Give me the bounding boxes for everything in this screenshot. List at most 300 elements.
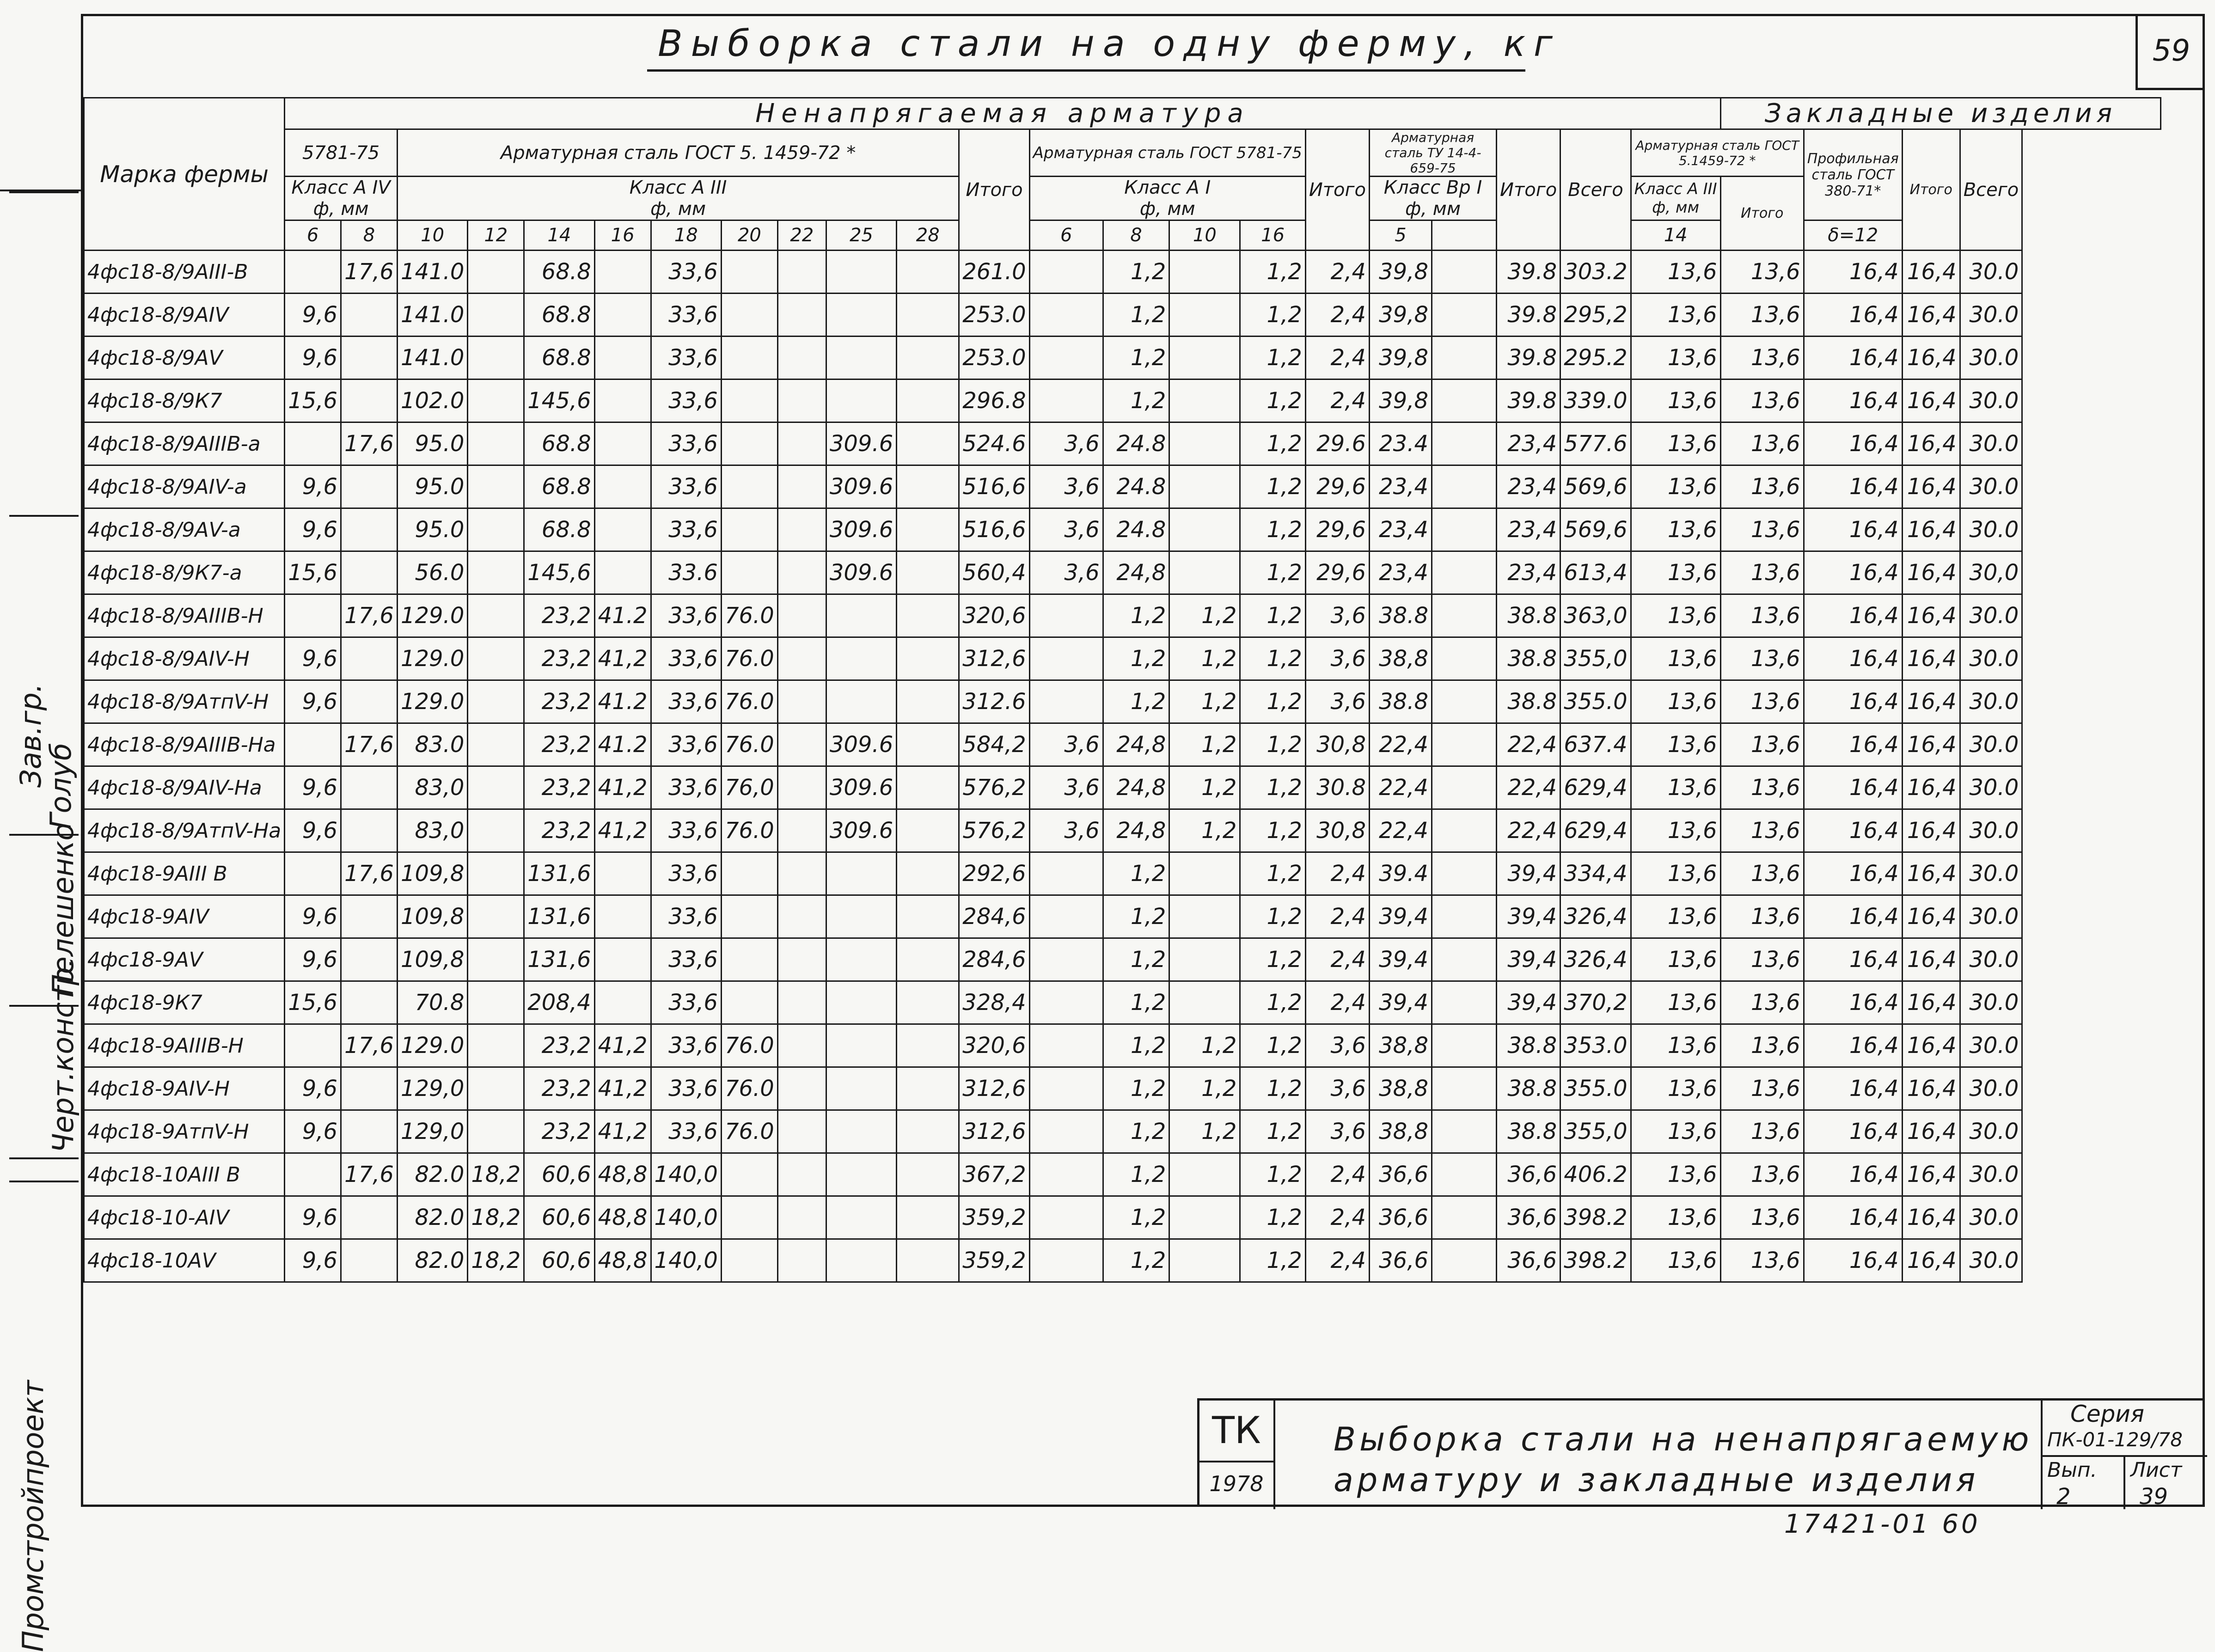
cell-a1-8: 1,2: [1103, 294, 1169, 337]
cell-a1-8: 1,2: [1103, 337, 1169, 379]
cell-a3-12: [468, 251, 524, 294]
cell-a3-18: 33,6: [651, 852, 721, 895]
cell-itogo1: 359,2: [959, 1239, 1029, 1282]
cell-emb-prof: 16,4: [1804, 337, 1902, 379]
cell-emb-itogo: 13,6: [1720, 723, 1804, 766]
cell-a1-8: 1,2: [1103, 1024, 1169, 1067]
cell-itogo2: 2,4: [1305, 379, 1369, 422]
hdr-d-a4-6: 6: [285, 220, 341, 251]
page-number: 59: [2135, 14, 2205, 90]
cell-a1-10: [1169, 1239, 1240, 1282]
cell-emb-14: 13,6: [1631, 895, 1720, 938]
cell-a3-10: 129,0: [397, 1110, 467, 1153]
cell-a3-25: [826, 1110, 896, 1153]
cell-mark: 4фс18-8/9АIV: [84, 294, 285, 337]
cell-vsego: 569,6: [1560, 465, 1631, 508]
cell-a3-25: 309.6: [826, 809, 896, 852]
hdr-d-tu-blank: [1432, 220, 1497, 251]
cell-itogo2: 2,4: [1305, 938, 1369, 981]
cell-a4-8: 17,6: [341, 1024, 398, 1067]
cell-a3-10: 102.0: [397, 379, 467, 422]
cell-a4-6: [285, 1153, 341, 1196]
cell-a3-20: [721, 1153, 777, 1196]
cell-a1-8: 1,2: [1103, 1239, 1169, 1282]
sidebar-divider: [9, 1181, 79, 1182]
cell-a1-6: [1029, 294, 1103, 337]
cell-mark: 4фс18-9АIV-Н: [84, 1067, 285, 1110]
cell-a4-6: 15,6: [285, 981, 341, 1024]
cell-a4-6: 9,6: [285, 1196, 341, 1239]
table-row: [84, 1239, 2161, 1282]
cell-a3-25: [826, 895, 896, 938]
cell-tu-blank: [1432, 766, 1497, 809]
cell-itogo2: 3,6: [1305, 637, 1369, 680]
cell-vsego: 353.0: [1560, 1024, 1631, 1067]
cell-emb-prof: 16,4: [1804, 981, 1902, 1024]
cell-vsego: 398.2: [1560, 1196, 1631, 1239]
cell-vsego: 295,2: [1560, 294, 1631, 337]
cell-a3-12: [468, 723, 524, 766]
cell-emb-vsego: 30,0: [1960, 551, 2022, 594]
cell-emb-prof: 16,4: [1804, 809, 1902, 852]
cell-itogo3: 39.8: [1497, 251, 1560, 294]
cell-a3-10: 109,8: [397, 895, 467, 938]
cell-a3-28: [897, 251, 959, 294]
cell-a1-6: [1029, 1239, 1103, 1282]
cell-a1-6: 3,6: [1029, 422, 1103, 465]
cell-a3-18: 33,6: [651, 594, 721, 637]
cell-a3-10: 129.0: [397, 1024, 467, 1067]
cell-emb-itogo: 13,6: [1720, 465, 1804, 508]
cell-a3-14: 68.8: [524, 294, 594, 337]
cell-a3-28: [897, 981, 959, 1024]
table-row: [84, 1110, 2161, 1153]
cell-itogo2: 2,4: [1305, 1239, 1369, 1282]
cell-a1-16: 1,2: [1240, 251, 1305, 294]
cell-mark: 4фс18-8/9АIIIВ-а: [84, 422, 285, 465]
cell-a3-20: [721, 1239, 777, 1282]
cell-tu-5: 23.4: [1370, 422, 1432, 465]
cell-tu-blank: [1432, 1067, 1497, 1110]
cell-mark: 4фс18-10АV: [84, 1239, 285, 1282]
cell-tu-5: 39,4: [1370, 895, 1432, 938]
cell-a1-10: [1169, 1153, 1240, 1196]
cell-tu-blank: [1432, 981, 1497, 1024]
cell-a1-6: [1029, 1067, 1103, 1110]
cell-a1-10: [1169, 379, 1240, 422]
cell-tu-5: 38.8: [1370, 594, 1432, 637]
cell-a3-16: 41.2: [594, 723, 651, 766]
cell-a3-18: 33,6: [651, 422, 721, 465]
cell-a3-28: [897, 379, 959, 422]
cell-a3-16: [594, 465, 651, 508]
cell-emb-prof: 16,4: [1804, 422, 1902, 465]
cell-a1-6: [1029, 594, 1103, 637]
cell-tu-blank: [1432, 852, 1497, 895]
cell-a1-10: [1169, 251, 1240, 294]
stamp-year: 1978: [1199, 1461, 1275, 1509]
hdr-itogo-2: Итого: [1305, 129, 1369, 251]
hdr-emb-itogo-1: Итого: [1720, 177, 1804, 251]
cell-a3-22: [777, 809, 826, 852]
cell-emb-14: 13,6: [1631, 508, 1720, 551]
cell-a3-16: [594, 551, 651, 594]
cell-emb-vsego: 30.0: [1960, 508, 2022, 551]
cell-vsego: 569,6: [1560, 508, 1631, 551]
cell-itogo3: 39,4: [1497, 938, 1560, 981]
cell-emb-prof: 16,4: [1804, 680, 1902, 723]
cell-a3-14: 68.8: [524, 465, 594, 508]
cell-emb-itogo: 13,6: [1720, 594, 1804, 637]
cell-tu-5: 39.4: [1370, 852, 1432, 895]
cell-a4-8: [341, 766, 398, 809]
hdr-a3-gost-num: 5. 1459-72 *: [740, 142, 856, 164]
cell-a3-20: 76.0: [721, 1067, 777, 1110]
cell-a3-25: [826, 852, 896, 895]
cell-a3-20: 76.0: [721, 680, 777, 723]
cell-tu-blank: [1432, 337, 1497, 379]
cell-a3-22: [777, 551, 826, 594]
cell-a1-8: 1,2: [1103, 852, 1169, 895]
hdr-a1-class-text: Класс А I: [1124, 177, 1211, 198]
cell-itogo3: 39,4: [1497, 895, 1560, 938]
cell-a3-18: 33,6: [651, 465, 721, 508]
cell-emb-vsego: 30.0: [1960, 294, 2022, 337]
hdr-tu: Арматурная сталь ТУ 14-4-659-75: [1370, 129, 1497, 177]
vyp-label: Вып.: [2047, 1458, 2097, 1482]
cell-a3-22: [777, 1067, 826, 1110]
cell-a1-8: 1,2: [1103, 1110, 1169, 1153]
cell-a3-14: 60,6: [524, 1239, 594, 1282]
series-vdivider: [2123, 1455, 2125, 1509]
cell-vsego: 613,4: [1560, 551, 1631, 594]
cell-emb-14: 13,6: [1631, 1239, 1720, 1282]
cell-a4-6: 9,6: [285, 294, 341, 337]
cell-a3-12: [468, 379, 524, 422]
cell-vsego: 577.6: [1560, 422, 1631, 465]
cell-a1-10: [1169, 422, 1240, 465]
hdr-vsego-1: Всего: [1560, 129, 1631, 251]
cell-tu-blank: [1432, 594, 1497, 637]
cell-a4-6: 9,6: [285, 895, 341, 938]
cell-emb-itogo: 13,6: [1720, 1024, 1804, 1067]
cell-emb-itogo: 13,6: [1720, 337, 1804, 379]
cell-emb-14: 13,6: [1631, 1110, 1720, 1153]
cell-a3-28: [897, 465, 959, 508]
cell-itogo1: 253.0: [959, 337, 1029, 379]
cell-a3-14: 23,2: [524, 1024, 594, 1067]
cell-emb-itogo: 13,6: [1720, 637, 1804, 680]
steel-table: [83, 97, 2161, 1283]
cell-a3-25: [826, 294, 896, 337]
cell-a3-16: [594, 938, 651, 981]
cell-a3-14: 131,6: [524, 938, 594, 981]
cell-itogo3: 38.8: [1497, 1110, 1560, 1153]
cell-mark: 4фс18-8/9АIII-В: [84, 251, 285, 294]
cell-a4-6: 9,6: [285, 680, 341, 723]
series-box: [2041, 1401, 2207, 1509]
cell-itogo1: 284,6: [959, 895, 1029, 938]
cell-emb-vsego: 30.0: [1960, 723, 2022, 766]
cell-tu-blank: [1432, 508, 1497, 551]
cell-a3-25: [826, 1239, 896, 1282]
cell-a3-18: 33,6: [651, 766, 721, 809]
hdr-d-a3-10: 10: [397, 220, 467, 251]
cell-a3-16: 41,2: [594, 1110, 651, 1153]
cell-a1-8: 1,2: [1103, 379, 1169, 422]
cell-itogo1: 253.0: [959, 294, 1029, 337]
cell-itogo3: 36,6: [1497, 1153, 1560, 1196]
cell-tu-blank: [1432, 1024, 1497, 1067]
cell-emb-14: 13,6: [1631, 938, 1720, 981]
cell-a3-20: 76.0: [721, 637, 777, 680]
cell-a4-8: [341, 379, 398, 422]
cell-a1-8: 1,2: [1103, 680, 1169, 723]
cell-a3-12: [468, 852, 524, 895]
cell-a4-6: 15,6: [285, 551, 341, 594]
cell-mark: 4фс18-8/9АтпV-На: [84, 809, 285, 852]
hdr-a4-class-text: Класс А IV: [291, 177, 391, 198]
cell-a3-25: [826, 251, 896, 294]
cell-a4-8: [341, 1196, 398, 1239]
cell-a3-10: 141.0: [397, 251, 467, 294]
cell-mark: 4фс18-8/9АтпV-Н: [84, 680, 285, 723]
cell-a3-14: 23,2: [524, 637, 594, 680]
sidebar-divider: [9, 1157, 79, 1159]
cell-a3-10: 95.0: [397, 465, 467, 508]
cell-a1-6: [1029, 1153, 1103, 1196]
cell-emb-14: 13,6: [1631, 551, 1720, 594]
cell-a3-22: [777, 680, 826, 723]
cell-itogo1: 516,6: [959, 465, 1029, 508]
cell-emb-itogo: 13,6: [1720, 766, 1804, 809]
cell-a3-22: [777, 1153, 826, 1196]
hdr-a1-class: [1029, 177, 1305, 220]
cell-emb-itogo: 13,6: [1720, 551, 1804, 594]
cell-itogo1: 320,6: [959, 594, 1029, 637]
cell-a1-10: 1,2: [1169, 1067, 1240, 1110]
cell-tu-5: 36,6: [1370, 1196, 1432, 1239]
cell-a3-22: [777, 1239, 826, 1282]
cell-tu-blank: [1432, 379, 1497, 422]
cell-a3-14: 208,4: [524, 981, 594, 1024]
cell-a3-16: 41.2: [594, 680, 651, 723]
cell-a3-12: [468, 465, 524, 508]
cell-a1-16: 1,2: [1240, 1239, 1305, 1282]
cell-itogo1: 359,2: [959, 1196, 1029, 1239]
cell-mark: 4фс18-9АIIIВ-Н: [84, 1024, 285, 1067]
cell-a3-28: [897, 809, 959, 852]
cell-a3-20: 76.0: [721, 1110, 777, 1153]
cell-a3-16: [594, 251, 651, 294]
cell-a3-22: [777, 1196, 826, 1239]
cell-emb-itogo: 13,6: [1720, 1196, 1804, 1239]
cell-vsego: 355.0: [1560, 1067, 1631, 1110]
cell-emb-14: 13,6: [1631, 1024, 1720, 1067]
cell-a1-8: 1,2: [1103, 981, 1169, 1024]
cell-emb-itogo2: 16,4: [1902, 465, 1960, 508]
hdr-d-a1-10: 10: [1169, 220, 1240, 251]
cell-tu-blank: [1432, 1153, 1497, 1196]
cell-emb-vsego: 30.0: [1960, 1110, 2022, 1153]
hdr-d-a4-8: 8: [341, 220, 398, 251]
cell-emb-14: 13,6: [1631, 465, 1720, 508]
hdr-d-a3-16: 16: [594, 220, 651, 251]
cell-a4-6: [285, 1024, 341, 1067]
cell-tu-5: 39,8: [1370, 251, 1432, 294]
cell-a3-20: 76.0: [721, 723, 777, 766]
cell-a4-8: 17,6: [341, 852, 398, 895]
cell-a1-16: 1,2: [1240, 1196, 1305, 1239]
cell-vsego: 370,2: [1560, 981, 1631, 1024]
page-title: Выборка стали на одну ферму, кг: [658, 23, 1561, 65]
cell-emb-prof: 16,4: [1804, 379, 1902, 422]
cell-a3-14: 68.8: [524, 422, 594, 465]
cell-itogo1: 328,4: [959, 981, 1029, 1024]
cell-emb-14: 13,6: [1631, 422, 1720, 465]
cell-a1-16: 1,2: [1240, 594, 1305, 637]
cell-emb-vsego: 30.0: [1960, 637, 2022, 680]
cell-a3-18: 33,6: [651, 895, 721, 938]
cell-itogo1: 516,6: [959, 508, 1029, 551]
cell-a3-22: [777, 251, 826, 294]
cell-a3-25: [826, 1067, 896, 1110]
cell-a3-12: [468, 981, 524, 1024]
cell-emb-itogo: 13,6: [1720, 895, 1804, 938]
cell-a3-16: 41,2: [594, 1024, 651, 1067]
cell-a3-22: [777, 637, 826, 680]
vyp-value: 2: [2056, 1484, 2071, 1510]
cell-emb-14: 13,6: [1631, 852, 1720, 895]
cell-emb-vsego: 30.0: [1960, 465, 2022, 508]
cell-a3-28: [897, 852, 959, 895]
cell-emb-vsego: 30.0: [1960, 251, 2022, 294]
cell-a3-10: 82.0: [397, 1153, 467, 1196]
cell-a3-12: [468, 594, 524, 637]
cell-a4-8: [341, 337, 398, 379]
table-row: [84, 1024, 2161, 1067]
cell-a1-16: 1,2: [1240, 680, 1305, 723]
cell-a1-10: [1169, 508, 1240, 551]
cell-itogo2: 30.8: [1305, 766, 1369, 809]
cell-emb-prof: 16,4: [1804, 637, 1902, 680]
cell-emb-prof: 16,4: [1804, 294, 1902, 337]
cell-a3-12: [468, 766, 524, 809]
cell-a1-8: 1,2: [1103, 895, 1169, 938]
cell-emb-prof: 16,4: [1804, 895, 1902, 938]
cell-a4-6: [285, 594, 341, 637]
cell-itogo2: 3,6: [1305, 680, 1369, 723]
cell-a3-20: 76.0: [721, 809, 777, 852]
cell-a3-25: [826, 1153, 896, 1196]
cell-a1-6: [1029, 637, 1103, 680]
cell-emb-itogo2: 16,4: [1902, 337, 1960, 379]
cell-emb-prof: 16,4: [1804, 938, 1902, 981]
cell-a1-16: 1,2: [1240, 508, 1305, 551]
cell-emb-prof: 16,4: [1804, 1196, 1902, 1239]
cell-tu-5: 22,4: [1370, 723, 1432, 766]
cell-a4-8: [341, 981, 398, 1024]
doc-name-line2: арматуру и закладные изделия: [1334, 1461, 1979, 1499]
cell-a1-6: [1029, 680, 1103, 723]
cell-itogo3: 22,4: [1497, 809, 1560, 852]
cell-itogo1: 320,6: [959, 1024, 1029, 1067]
cell-a3-10: 109,8: [397, 938, 467, 981]
cell-a1-6: [1029, 981, 1103, 1024]
cell-tu-blank: [1432, 809, 1497, 852]
cell-emb-vsego: 30.0: [1960, 852, 2022, 895]
cell-a3-10: 129.0: [397, 637, 467, 680]
cell-emb-prof: 16,4: [1804, 594, 1902, 637]
cell-a3-14: 23,2: [524, 1110, 594, 1153]
cell-emb-14: 13,6: [1631, 337, 1720, 379]
table-row: [84, 895, 2161, 938]
cell-emb-14: 13,6: [1631, 809, 1720, 852]
cell-emb-itogo: 13,6: [1720, 1110, 1804, 1153]
cell-a3-12: [468, 895, 524, 938]
hdr-emb-dia: ф, мм: [1652, 198, 1700, 217]
cell-itogo1: 312,6: [959, 1067, 1029, 1110]
cell-emb-vsego: 30.0: [1960, 981, 2022, 1024]
table-row: [84, 809, 2161, 852]
cell-a3-14: 23,2: [524, 1067, 594, 1110]
cell-itogo3: 23,4: [1497, 422, 1560, 465]
cell-itogo1: 524.6: [959, 422, 1029, 465]
cell-itogo2: 2,4: [1305, 895, 1369, 938]
cell-a1-16: 1,2: [1240, 981, 1305, 1024]
cell-emb-vsego: 30.0: [1960, 895, 2022, 938]
cell-itogo2: 2,4: [1305, 251, 1369, 294]
cell-a3-20: [721, 251, 777, 294]
cell-a4-6: 9,6: [285, 508, 341, 551]
cell-mark: 4фс18-9АV: [84, 938, 285, 981]
cell-itogo3: 36,6: [1497, 1239, 1560, 1282]
cell-vsego: 355,0: [1560, 637, 1631, 680]
hdr-a1-gost: Арматурная сталь ГОСТ 5781-75: [1029, 129, 1305, 177]
cell-a4-6: 9,6: [285, 1239, 341, 1282]
hdr-d-emb-14: 14: [1631, 220, 1720, 251]
cell-mark: 4фс18-9АIV: [84, 895, 285, 938]
cell-itogo3: 39.8: [1497, 294, 1560, 337]
cell-vsego: 398.2: [1560, 1239, 1631, 1282]
cell-itogo3: 38.8: [1497, 680, 1560, 723]
cell-a3-20: 76,0: [721, 766, 777, 809]
cell-emb-prof: 16,4: [1804, 1024, 1902, 1067]
cell-a3-20: [721, 981, 777, 1024]
cell-tu-5: 39,8: [1370, 294, 1432, 337]
series-value: ПК-01-129/78: [2047, 1428, 2183, 1451]
cell-itogo1: 292,6: [959, 852, 1029, 895]
cell-a3-22: [777, 981, 826, 1024]
cell-a3-16: [594, 337, 651, 379]
cell-a4-8: [341, 508, 398, 551]
table-row: [84, 637, 2161, 680]
cell-a1-16: 1,2: [1240, 852, 1305, 895]
cell-a4-8: [341, 938, 398, 981]
cell-mark: 4фс18-8/9АIIIВ-На: [84, 723, 285, 766]
cell-tu-5: 38,8: [1370, 637, 1432, 680]
cell-emb-14: 13,6: [1631, 379, 1720, 422]
cell-emb-prof: 16,4: [1804, 508, 1902, 551]
cell-a3-25: [826, 594, 896, 637]
cell-itogo1: 576,2: [959, 766, 1029, 809]
cell-emb-itogo2: 16,4: [1902, 981, 1960, 1024]
cell-a3-25: 309.6: [826, 422, 896, 465]
cell-a1-6: [1029, 852, 1103, 895]
cell-itogo2: 29.6: [1305, 422, 1369, 465]
cell-emb-itogo2: 16,4: [1902, 508, 1960, 551]
cell-emb-14: 13,6: [1631, 251, 1720, 294]
